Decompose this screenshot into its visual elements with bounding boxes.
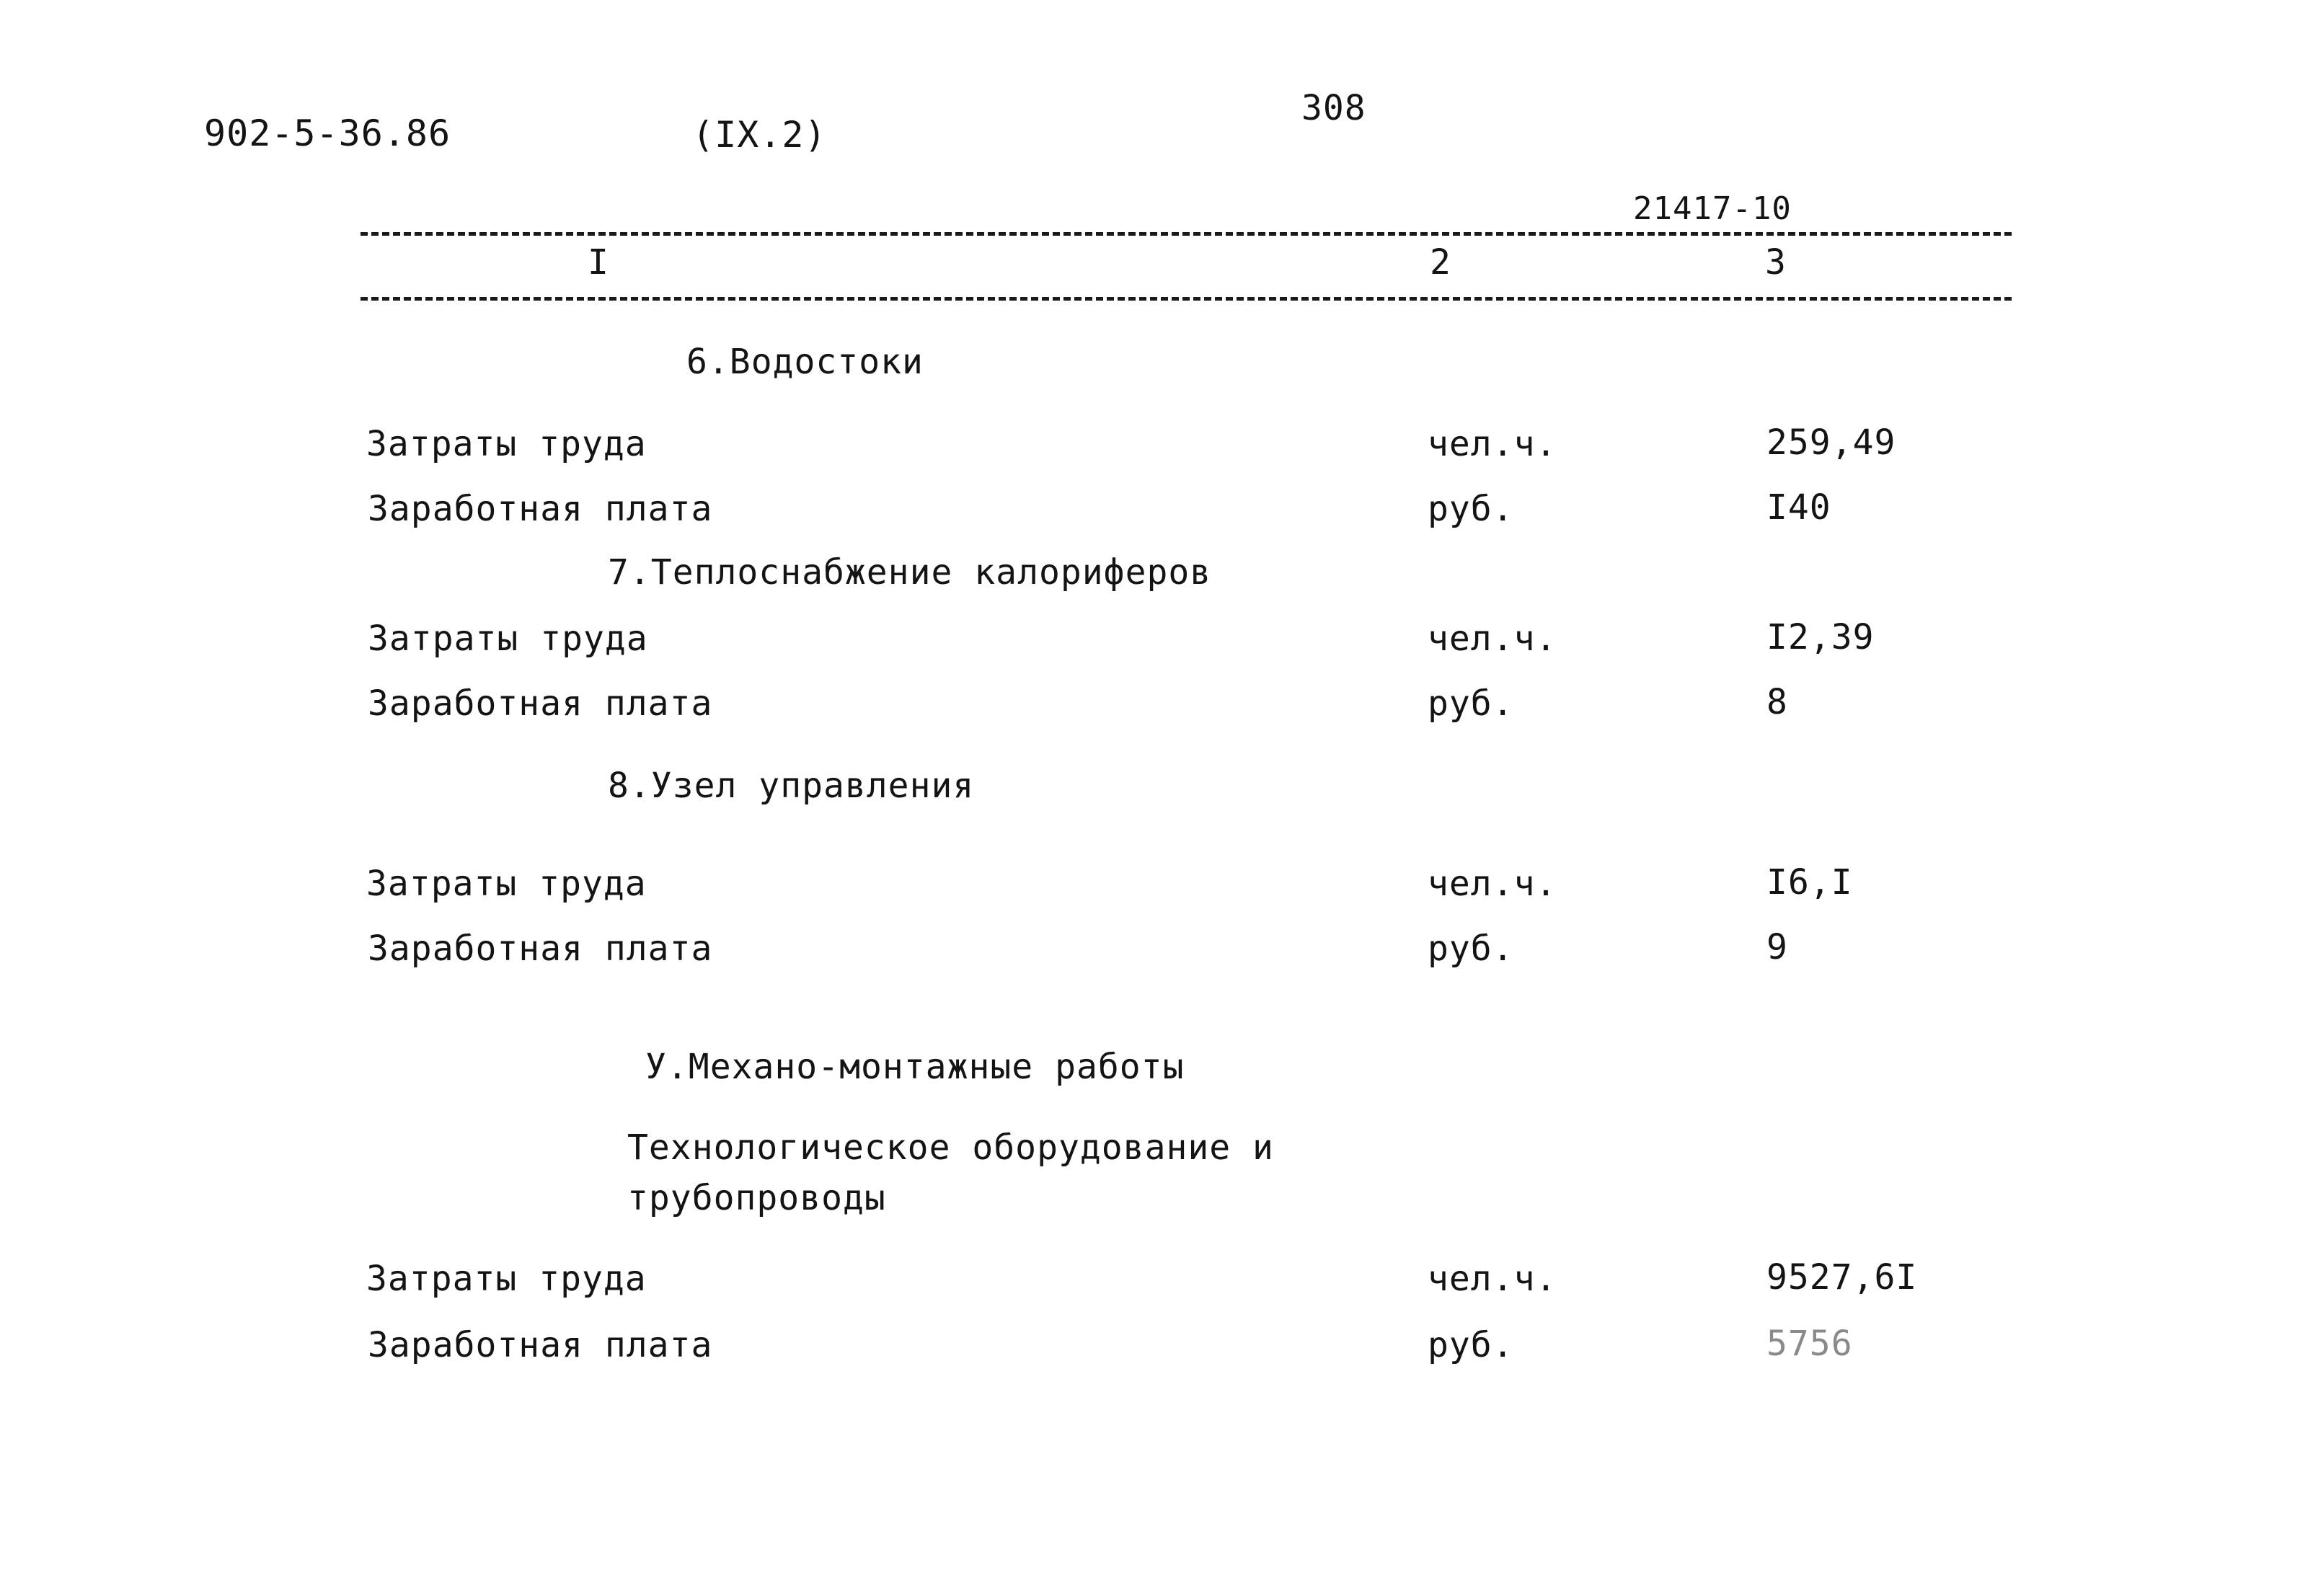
row-unit-man-hours: чел.ч. [1428, 424, 1557, 464]
row-label-labor-costs: Затраты труда [366, 864, 647, 904]
archive-number: 21417-10 [1633, 190, 1792, 227]
row-label-wages: Заработная плата [368, 928, 713, 969]
row-value-labor: I2,39 [1766, 617, 1875, 657]
row-unit-rubles: руб. [1428, 1325, 1514, 1365]
column-header-1: I [588, 242, 609, 283]
row-value-wages: 5756 [1766, 1324, 1853, 1364]
row-value-labor: 259,49 [1766, 422, 1896, 463]
row-value-wages: 8 [1766, 682, 1788, 722]
document-number: 902-5-36.86 [204, 112, 451, 154]
page-number: 308 [1301, 88, 1366, 128]
row-value-labor: I6,I [1766, 862, 1853, 903]
row-unit-rubles: руб. [1428, 489, 1514, 529]
row-unit-rubles: руб. [1428, 928, 1514, 969]
row-label-labor-costs: Затраты труда [368, 619, 648, 659]
row-label-labor-costs: Затраты труда [366, 424, 647, 464]
column-header-2: 2 [1430, 242, 1451, 283]
row-value-labor: 9527,6I [1766, 1257, 1918, 1298]
row-label-wages: Заработная плата [368, 489, 713, 529]
row-unit-man-hours: чел.ч. [1428, 864, 1557, 904]
section-subtitle-line2: трубопроводы [627, 1178, 886, 1218]
row-label-labor-costs: Затраты труда [366, 1259, 647, 1299]
section-title-mechanical-installation: У.Механо-монтажные работы [645, 1047, 1185, 1087]
table-header-bottom-rule [361, 297, 2012, 301]
row-label-wages: Заработная плата [368, 683, 713, 724]
column-header-3: 3 [1765, 242, 1787, 283]
row-value-wages: I40 [1766, 487, 1831, 528]
section-subtitle-line1: Технологическое оборудование и [627, 1127, 1274, 1168]
section-code: (IX.2) [692, 114, 827, 156]
row-unit-rubles: руб. [1428, 683, 1514, 724]
section-title-heater-supply: 7.Теплоснабжение калориферов [608, 552, 1212, 593]
section-title-control-unit: 8.Узел управления [608, 766, 975, 806]
table-header-top-rule [361, 232, 2012, 236]
section-title-drains: 6.Водостоки [686, 342, 924, 382]
row-value-wages: 9 [1766, 927, 1788, 967]
row-label-wages: Заработная плата [368, 1325, 713, 1365]
row-unit-man-hours: чел.ч. [1428, 619, 1557, 659]
row-unit-man-hours: чел.ч. [1428, 1259, 1557, 1299]
